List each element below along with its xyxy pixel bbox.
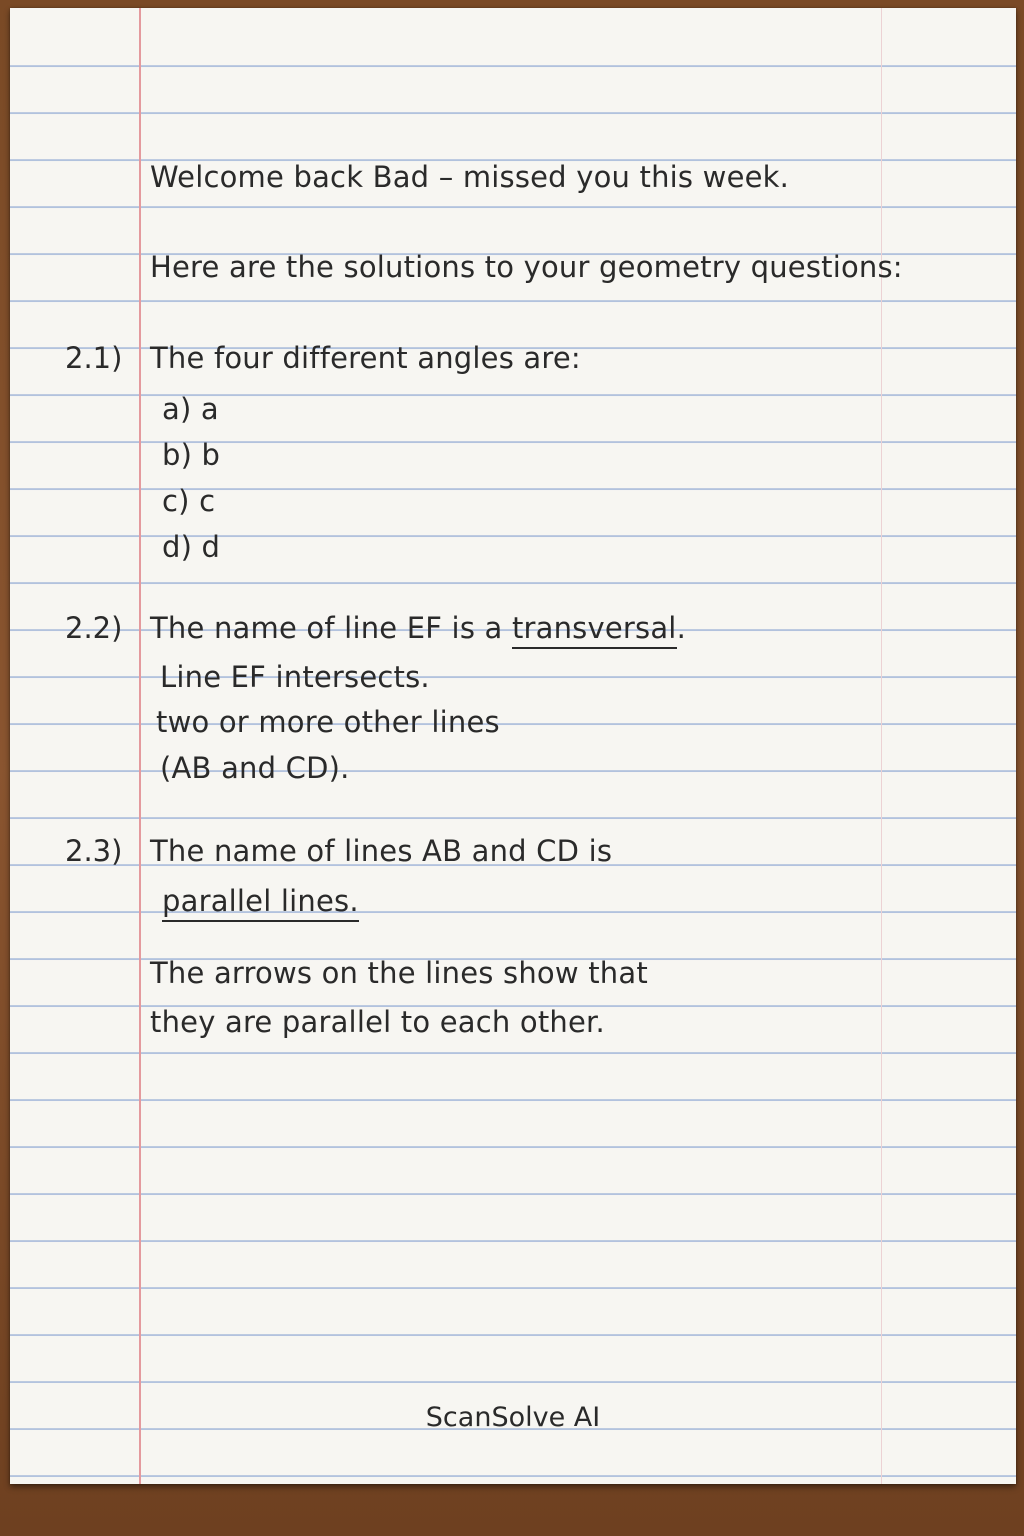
footer-brand: ScanSolve AI	[425, 1402, 601, 1433]
explanation-line-2: two or more other lines	[156, 705, 500, 739]
explanation-line-3: (AB and CD).	[160, 751, 350, 785]
question-number-2-3: 2.3)	[65, 834, 123, 868]
right-margin-line	[881, 8, 882, 1484]
notebook-page	[10, 8, 1016, 1484]
angle-item-d: d) d	[162, 530, 221, 564]
question-number-2-2: 2.2)	[65, 611, 123, 645]
greeting-line: Welcome back Bad – missed you this week.	[150, 160, 790, 194]
intro-line: Here are the solutions to your geometry questions:	[150, 250, 903, 284]
red-margin-line	[139, 8, 141, 1484]
angle-item-c: c) c	[162, 484, 216, 518]
reason-line-1: The arrows on the lines show that	[150, 956, 648, 990]
question-2-2-period: .	[676, 611, 686, 645]
question-2-2-lead: The name of line EF is a	[150, 611, 512, 645]
question-2-3-text: The name of lines AB and CD is	[150, 834, 613, 868]
angle-item-b: b) b	[162, 438, 221, 472]
explanation-line-1: Line EF intersects.	[160, 660, 430, 694]
question-2-1-text: The four different angles are:	[150, 341, 581, 375]
question-number-2-1: 2.1)	[65, 341, 123, 375]
answer-transversal: transversal	[512, 611, 677, 649]
question-2-2-text	[150, 611, 686, 645]
angle-item-a: a) a	[162, 392, 219, 426]
answer-parallel-lines-text: parallel lines.	[162, 884, 359, 922]
answer-parallel-lines	[162, 884, 359, 918]
reason-line-2: they are parallel to each other.	[150, 1005, 605, 1039]
